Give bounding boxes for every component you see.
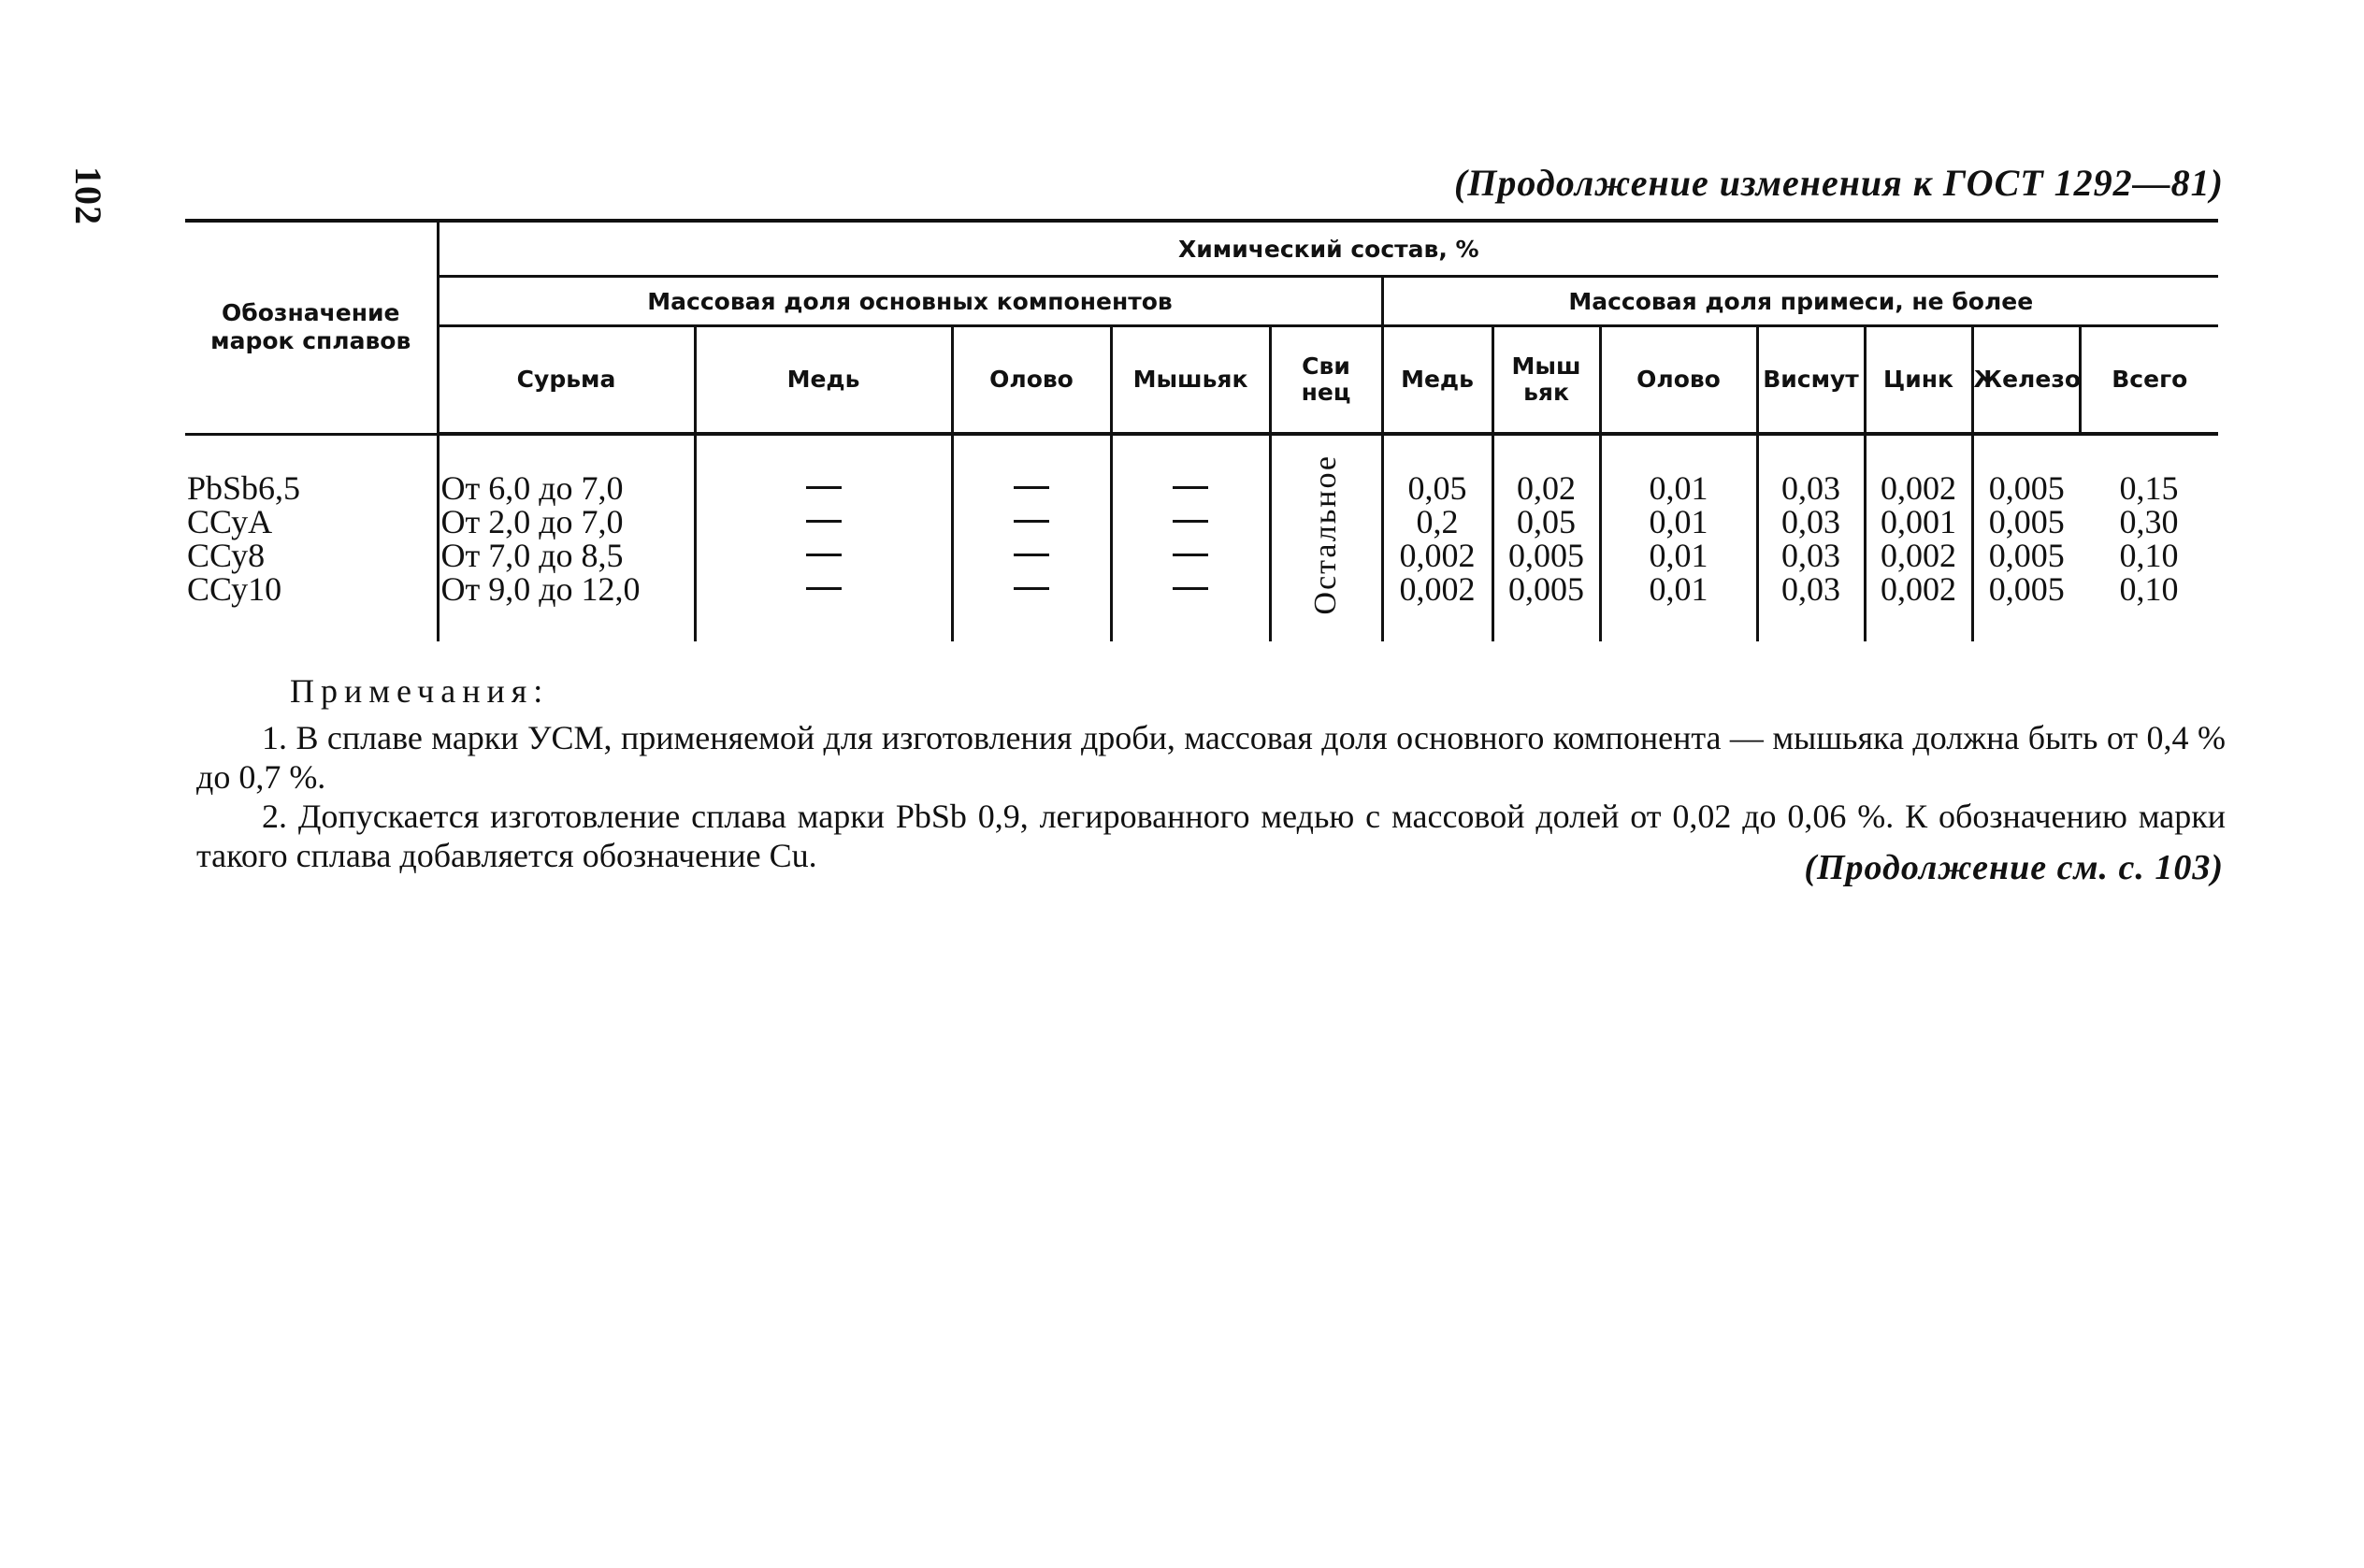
antimony-value: От 2,0 до 7,0 — [440, 503, 624, 540]
page-number: 102 — [67, 166, 109, 225]
col-imp-iron: Железо — [1972, 326, 2080, 435]
imp-copper-value: 0,2 — [1416, 503, 1459, 540]
imp-bismuth-value: 0,03 — [1781, 469, 1840, 507]
imp-bismuth-value: 0,03 — [1781, 503, 1840, 540]
composition-table — [185, 219, 2218, 641]
imp-arsenic-value: 0,05 — [1517, 503, 1576, 540]
grade-value: ССу10 — [187, 569, 282, 608]
imp-iron-cell — [1972, 434, 2080, 641]
col-imp-tin: Олово — [1600, 326, 1757, 435]
antimony-cell — [438, 434, 695, 641]
antimony-value: От 7,0 до 8,5 — [440, 537, 624, 574]
dash-mark — [1014, 520, 1049, 523]
imp-tin-value: 0,01 — [1649, 469, 1708, 507]
lead-balance-value: Остальное — [1308, 453, 1343, 615]
col-arsenic: Мышьяк — [1111, 326, 1270, 435]
notes-title: Примечания: — [290, 672, 550, 710]
table-row — [185, 434, 2218, 641]
dash-mark — [806, 554, 842, 556]
dash-mark — [806, 486, 842, 489]
col-lead: Свинец — [1270, 326, 1382, 435]
imp-total-value: 0,10 — [2119, 570, 2179, 608]
dash-mark — [806, 587, 842, 590]
imp-zinc-cell — [1865, 434, 1972, 641]
grades-cell — [185, 434, 438, 641]
imp-tin-value: 0,01 — [1649, 570, 1708, 608]
arsenic-cell — [1111, 434, 1270, 641]
header-note: (Продолжение изменения к ГОСТ 1292—81) — [1453, 162, 2224, 204]
imp-copper-value: 0,05 — [1407, 469, 1467, 507]
antimony-value: От 9,0 до 12,0 — [440, 570, 641, 608]
imp-bismuth-value: 0,03 — [1781, 537, 1840, 574]
chemical-composition-header: Химический состав, % — [438, 221, 2218, 277]
notes-section — [196, 671, 2226, 875]
imp-iron-value: 0,005 — [1988, 469, 2065, 507]
dash-mark — [1173, 486, 1208, 489]
imp-arsenic-value: 0,02 — [1517, 469, 1576, 507]
col-antimony: Сурьма — [438, 326, 695, 435]
row-header — [185, 221, 438, 434]
imp-total-cell — [2080, 434, 2218, 641]
lead-cell — [1270, 434, 1382, 641]
dash-mark — [1173, 587, 1208, 590]
main-components-header: Массовая доля основных компонентов — [438, 277, 1382, 326]
imp-tin-value: 0,01 — [1649, 537, 1708, 574]
imp-bismuth-value: 0,03 — [1781, 570, 1840, 608]
col-imp-total: Всего — [2080, 326, 2218, 435]
imp-iron-value: 0,005 — [1988, 570, 2065, 608]
dash-mark — [806, 520, 842, 523]
note-item: 1. В сплаве марки УСМ, применяемой для изготовления дроби, массовая доля основного компонента — мышьяка должна быть от 0,4 % до 0,7 %. — [196, 719, 2226, 796]
dash-mark — [1173, 520, 1208, 523]
imp-bismuth-cell — [1757, 434, 1865, 641]
imp-total-value: 0,30 — [2119, 503, 2179, 540]
dash-mark — [1014, 587, 1049, 590]
tin-cell — [952, 434, 1111, 641]
col-tin: Олово — [952, 326, 1111, 435]
dash-mark — [1173, 554, 1208, 556]
imp-zinc-value: 0,002 — [1881, 469, 1956, 507]
note-item: 2. Допускается изготовление сплава марки PbSb 0,9, легированного медью с массовой долей от 0,02 до 0,06 %. К обозначению марки такого сплава добавляется обозначение Cu. — [196, 798, 2226, 874]
imp-copper-value: 0,002 — [1399, 537, 1476, 574]
col-imp-arsenic: Мышьяк — [1492, 326, 1600, 435]
imp-arsenic-value: 0,005 — [1508, 570, 1584, 608]
imp-copper-cell — [1382, 434, 1492, 641]
grade-value: ССуА — [187, 502, 273, 540]
copper-cell — [695, 434, 952, 641]
col-imp-zinc: Цинк — [1865, 326, 1972, 435]
imp-iron-value: 0,005 — [1988, 537, 2065, 574]
antimony-value: От 6,0 до 7,0 — [440, 469, 624, 507]
impurities-header: Массовая доля примеси, не более — [1382, 277, 2218, 326]
row-header-label: Обозначение марок сплавов — [210, 299, 411, 355]
grade-value: ССу8 — [187, 536, 266, 574]
imp-arsenic-value: 0,005 — [1508, 537, 1584, 574]
composition-table-container — [185, 219, 2218, 641]
imp-zinc-value: 0,001 — [1881, 503, 1956, 540]
imp-zinc-value: 0,002 — [1881, 537, 1956, 574]
dash-mark — [1014, 486, 1049, 489]
col-imp-copper: Медь — [1382, 326, 1492, 435]
continuation-note: (Продолжение см. с. 103) — [1804, 848, 2224, 887]
grade-value: PbSb6,5 — [187, 468, 301, 507]
imp-tin-value: 0,01 — [1649, 503, 1708, 540]
imp-total-value: 0,15 — [2119, 469, 2179, 507]
imp-arsenic-cell — [1492, 434, 1600, 641]
col-copper: Медь — [695, 326, 952, 435]
imp-iron-value: 0,005 — [1988, 503, 2065, 540]
imp-total-value: 0,10 — [2119, 537, 2179, 574]
imp-tin-cell — [1600, 434, 1757, 641]
imp-zinc-value: 0,002 — [1881, 570, 1956, 608]
dash-mark — [1014, 554, 1049, 556]
imp-copper-value: 0,002 — [1399, 570, 1476, 608]
col-imp-bismuth: Висмут — [1757, 326, 1865, 435]
